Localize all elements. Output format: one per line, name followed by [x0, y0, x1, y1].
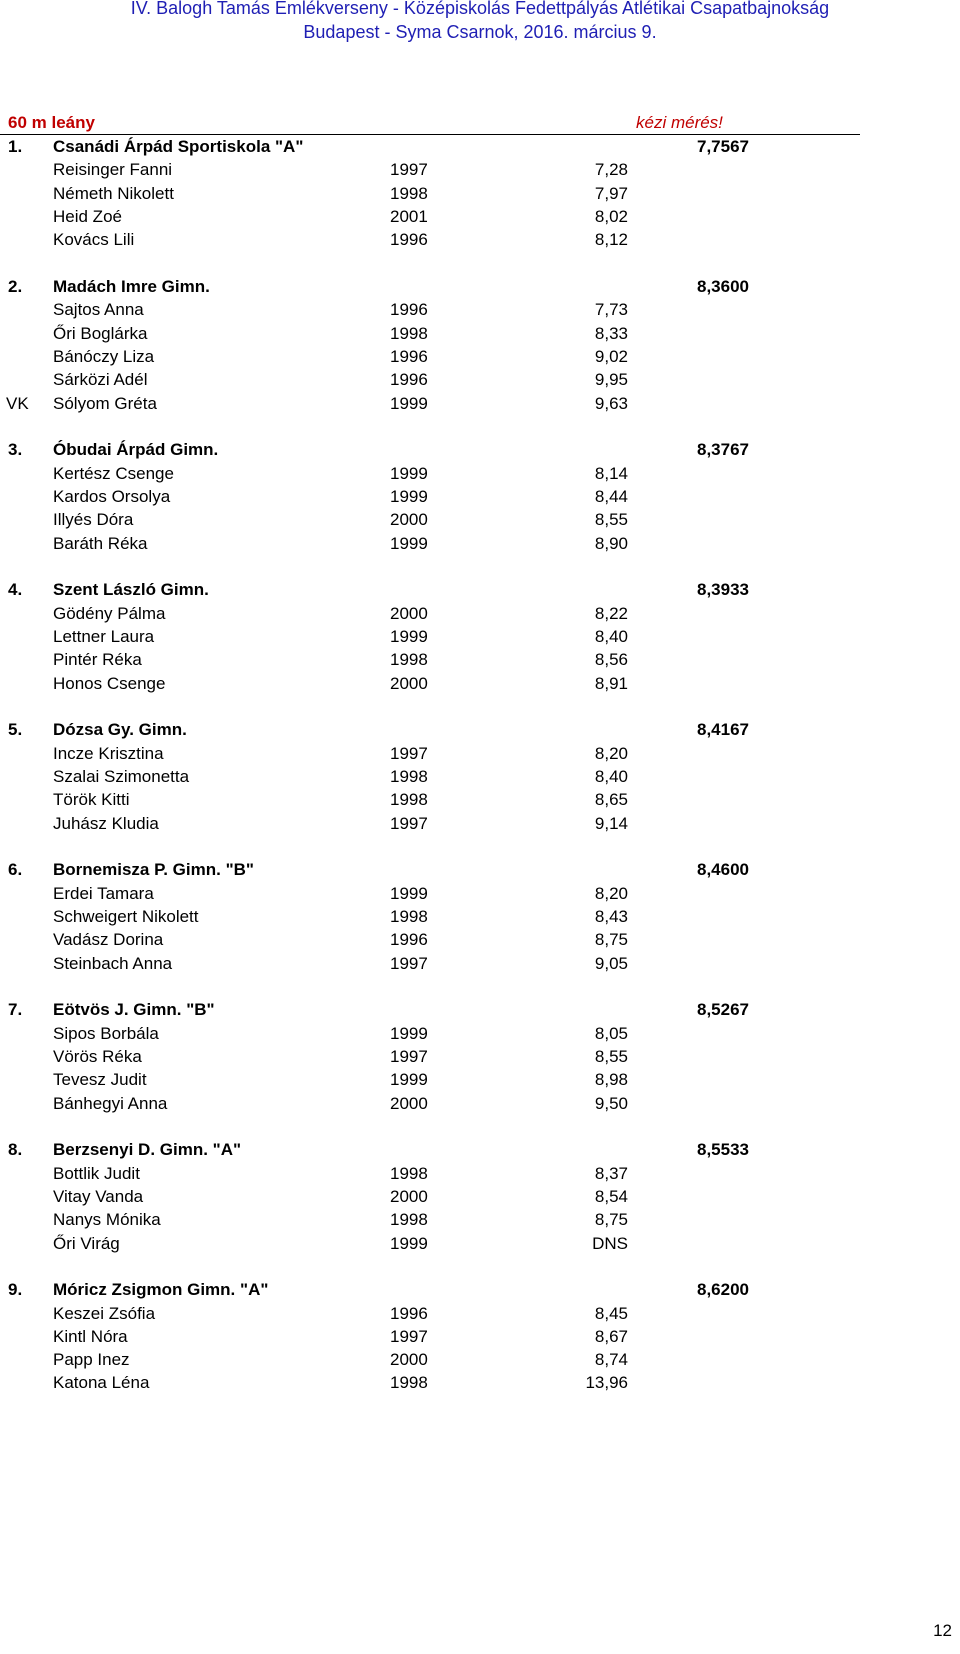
athlete-name: Steinbach Anna — [53, 953, 173, 973]
athlete-row — [0, 1348, 860, 1371]
team-name: Eötvös J. Gimn. "B" — [53, 1000, 215, 1020]
event-note: kézi mérés! — [636, 113, 723, 132]
athlete-year: 1999 — [390, 1070, 428, 1090]
athlete-name: Bottlik Judit — [53, 1163, 140, 1183]
athlete-name: Németh Nikolett — [53, 183, 174, 203]
athlete-year: 1996 — [390, 930, 428, 950]
athlete-year: 1999 — [390, 463, 428, 483]
athlete-year: 1998 — [390, 766, 428, 786]
athlete-name: Sólyom Gréta — [53, 393, 157, 413]
athlete-row — [0, 625, 860, 648]
athlete-time: 8,65 — [594, 790, 628, 810]
team-score: 8,4600 — [697, 860, 749, 880]
athlete-row — [0, 788, 860, 811]
team-rank: 9. — [8, 1280, 23, 1300]
athlete-year: 1999 — [390, 393, 428, 413]
team-row — [0, 275, 860, 298]
athlete-row — [0, 368, 860, 391]
team-rank: 8. — [8, 1140, 23, 1160]
athlete-time: DNS — [592, 1233, 628, 1253]
athlete-year: 2000 — [390, 673, 428, 693]
document-subtitle: Budapest - Syma Csarnok, 2016. március 9. — [303, 22, 657, 42]
team-row — [0, 858, 860, 881]
athlete-name: Katona Léna — [53, 1373, 150, 1393]
athlete-time: 9,02 — [594, 346, 628, 366]
athlete-name: Lettner Laura — [53, 626, 155, 646]
athlete-name: Honos Csenge — [53, 673, 166, 693]
athlete-name: Juhász Kludia — [53, 813, 159, 833]
athlete-name: Sárközi Adél — [53, 370, 148, 390]
athlete-row — [0, 765, 860, 788]
athlete-year: 2001 — [390, 206, 428, 226]
athlete-row — [0, 1371, 860, 1394]
team-rank: 1. — [8, 137, 23, 156]
athlete-year: 2000 — [390, 510, 428, 530]
team-name: Madách Imre Gimn. — [53, 276, 210, 296]
athlete-name: Őri Virág — [53, 1233, 120, 1253]
athlete-time: 8,22 — [594, 603, 628, 623]
event-title: 60 m leány — [8, 113, 95, 132]
team-rank: 2. — [8, 276, 23, 296]
athlete-year: 1999 — [390, 486, 428, 506]
athlete-row — [0, 158, 860, 181]
athlete-time: 9,63 — [594, 393, 628, 413]
athlete-name: Sipos Borbála — [53, 1023, 159, 1043]
athlete-name: Pintér Réka — [53, 650, 142, 670]
athlete-time: 8,90 — [594, 533, 628, 553]
athlete-year: 2000 — [390, 1350, 428, 1370]
athlete-name: Baráth Réka — [53, 533, 148, 553]
athlete-time: 8,20 — [594, 743, 628, 763]
athlete-vk: VK — [6, 393, 29, 413]
athlete-name: Schweigert Nikolett — [53, 906, 199, 926]
athlete-row — [0, 1232, 860, 1255]
athlete-time: 8,91 — [594, 673, 628, 693]
athlete-year: 1998 — [390, 790, 428, 810]
athlete-time: 8,02 — [594, 206, 628, 226]
team-score: 8,3933 — [697, 580, 749, 600]
athlete-year: 1999 — [390, 626, 428, 646]
team-score: 8,5267 — [697, 1000, 749, 1020]
team-name: Móricz Zsigmon Gimn. "A" — [53, 1280, 269, 1300]
team-score: 7,7567 — [697, 137, 749, 156]
athlete-year: 1998 — [390, 323, 428, 343]
athlete-row — [0, 952, 860, 975]
athlete-name: Vörös Réka — [53, 1046, 142, 1066]
athlete-time: 8,74 — [594, 1350, 628, 1370]
team-rank: 4. — [8, 580, 23, 600]
athlete-year: 1999 — [390, 883, 428, 903]
athlete-row — [0, 742, 860, 765]
athlete-time: 8,75 — [594, 1210, 628, 1230]
athlete-time: 8,55 — [594, 1046, 628, 1066]
athlete-year: 1998 — [390, 183, 428, 203]
athlete-name: Kintl Nóra — [53, 1326, 128, 1346]
team-score: 8,3767 — [697, 440, 749, 460]
athlete-year: 1999 — [390, 1023, 428, 1043]
athlete-year: 1997 — [390, 1046, 428, 1066]
athlete-name: Heid Zoé — [53, 206, 122, 226]
athlete-row — [0, 508, 860, 531]
athlete-name: Vadász Dorina — [53, 930, 164, 950]
team-row — [0, 998, 860, 1021]
athlete-row — [0, 602, 860, 625]
athlete-time: 13,96 — [585, 1373, 628, 1393]
team-row — [0, 718, 860, 741]
athlete-name: Erdei Tamara — [53, 883, 154, 903]
athlete-time: 8,20 — [594, 883, 628, 903]
athlete-year: 1996 — [390, 346, 428, 366]
athlete-time: 9,95 — [594, 370, 628, 390]
athlete-row — [0, 905, 860, 928]
team-name: Dózsa Gy. Gimn. — [53, 720, 187, 740]
athlete-year: 1996 — [390, 300, 428, 320]
athlete-name: Őri Boglárka — [53, 323, 148, 343]
athlete-time: 8,40 — [594, 626, 628, 646]
athlete-time: 8,14 — [594, 463, 628, 483]
athlete-year: 1997 — [390, 1326, 428, 1346]
team-rank: 6. — [8, 860, 23, 880]
athlete-time: 7,28 — [594, 160, 628, 180]
athlete-time: 9,50 — [594, 1093, 628, 1113]
athlete-row — [0, 485, 860, 508]
team-row — [0, 578, 860, 601]
athlete-row — [0, 1162, 860, 1185]
athlete-name: Gödény Pálma — [53, 603, 166, 623]
athlete-time: 8,67 — [594, 1326, 628, 1346]
athlete-row — [0, 672, 860, 695]
athlete-time: 8,56 — [594, 650, 628, 670]
athlete-time: 8,05 — [594, 1023, 628, 1043]
athlete-name: Sajtos Anna — [53, 300, 144, 320]
athlete-year: 1997 — [390, 813, 428, 833]
athlete-year: 1996 — [390, 1303, 428, 1323]
athlete-name: Kardos Orsolya — [53, 486, 171, 506]
athlete-row — [0, 182, 860, 205]
team-name: Szent László Gimn. — [53, 580, 209, 600]
athlete-row — [0, 1068, 860, 1091]
athlete-year: 1997 — [390, 953, 428, 973]
athlete-time: 8,45 — [594, 1303, 628, 1323]
athlete-row — [0, 205, 860, 228]
athlete-year: 1998 — [390, 1210, 428, 1230]
athlete-year: 2000 — [390, 603, 428, 623]
athlete-row — [0, 1045, 860, 1068]
athlete-name: Incze Krisztina — [53, 743, 164, 763]
athlete-row — [0, 322, 860, 345]
athlete-row — [0, 345, 860, 368]
athlete-row — [0, 392, 860, 415]
athlete-time: 8,12 — [594, 230, 628, 250]
athlete-year: 1997 — [390, 160, 428, 180]
team-row — [0, 1278, 860, 1301]
athlete-name: Reisinger Fanni — [53, 160, 173, 180]
athlete-row — [0, 882, 860, 905]
athlete-time: 8,40 — [594, 766, 628, 786]
athlete-name: Keszei Zsófia — [53, 1303, 156, 1323]
event-header — [0, 112, 860, 135]
athlete-year: 1998 — [390, 1163, 428, 1183]
team-score: 8,6200 — [697, 1280, 749, 1300]
athlete-row — [0, 1325, 860, 1348]
athlete-year: 1998 — [390, 650, 428, 670]
athlete-time: 8,55 — [594, 510, 628, 530]
athlete-year: 2000 — [390, 1186, 428, 1206]
page-number: 12 — [933, 1621, 952, 1640]
athlete-row — [0, 812, 860, 835]
athlete-time: 8,44 — [594, 486, 628, 506]
athlete-row — [0, 928, 860, 951]
athlete-time: 8,43 — [594, 906, 628, 926]
athlete-year: 2000 — [390, 1093, 428, 1113]
document-title: IV. Balogh Tamás Emlékverseny - Középiskolás Fedettpályás Atlétikai Csapatbajnokság — [130, 0, 830, 18]
athlete-time: 7,73 — [594, 300, 628, 320]
team-score: 8,4167 — [697, 720, 749, 740]
athlete-name: Kertész Csenge — [53, 463, 174, 483]
athlete-row — [0, 1022, 860, 1045]
athlete-time: 8,37 — [594, 1163, 628, 1183]
athlete-year: 1997 — [390, 743, 428, 763]
athlete-name: Kovács Lili — [53, 230, 135, 250]
athlete-year: 1998 — [390, 1373, 428, 1393]
athlete-row — [0, 532, 860, 555]
athlete-name: Papp Inez — [53, 1350, 130, 1370]
athlete-year: 1999 — [390, 533, 428, 553]
athlete-time: 9,05 — [594, 953, 628, 973]
athlete-time: 7,97 — [594, 183, 628, 203]
athlete-row — [0, 1302, 860, 1325]
athlete-time: 8,98 — [594, 1070, 628, 1090]
team-score: 8,5533 — [697, 1140, 749, 1160]
athlete-row — [0, 462, 860, 485]
team-name: Óbudai Árpád Gimn. — [53, 440, 219, 460]
athlete-name: Tevesz Judit — [53, 1070, 147, 1090]
athlete-time: 8,75 — [594, 930, 628, 950]
team-row — [0, 135, 860, 158]
athlete-name: Nanys Mónika — [53, 1210, 161, 1230]
athlete-name: Vitay Vanda — [53, 1186, 144, 1206]
athlete-row — [0, 1185, 860, 1208]
team-rank: 5. — [8, 720, 23, 740]
team-row — [0, 1138, 860, 1161]
team-name: Berzsenyi D. Gimn. "A" — [53, 1140, 242, 1160]
athlete-name: Szalai Szimonetta — [53, 766, 190, 786]
athlete-row — [0, 298, 860, 321]
team-rank: 3. — [8, 440, 23, 460]
athlete-year: 1996 — [390, 230, 428, 250]
team-rank: 7. — [8, 1000, 23, 1020]
team-score: 8,3600 — [697, 276, 749, 296]
athlete-name: Török Kitti — [53, 790, 130, 810]
athlete-name: Bánhegyi Anna — [53, 1093, 168, 1113]
athlete-time: 9,14 — [594, 813, 628, 833]
athlete-time: 8,33 — [594, 323, 628, 343]
athlete-row — [0, 1092, 860, 1115]
athlete-time: 8,54 — [594, 1186, 628, 1206]
team-row — [0, 438, 860, 461]
athlete-year: 1998 — [390, 906, 428, 926]
athlete-row — [0, 648, 860, 671]
athlete-name: Illyés Dóra — [53, 510, 134, 530]
athlete-row — [0, 228, 860, 251]
athlete-row — [0, 1208, 860, 1231]
athlete-year: 1999 — [390, 1233, 428, 1253]
team-name: Csanádi Árpád Sportiskola "A" — [53, 137, 304, 156]
athlete-year: 1996 — [390, 370, 428, 390]
athlete-name: Bánóczy Liza — [53, 346, 155, 366]
team-name: Bornemisza P. Gimn. "B" — [53, 860, 254, 880]
